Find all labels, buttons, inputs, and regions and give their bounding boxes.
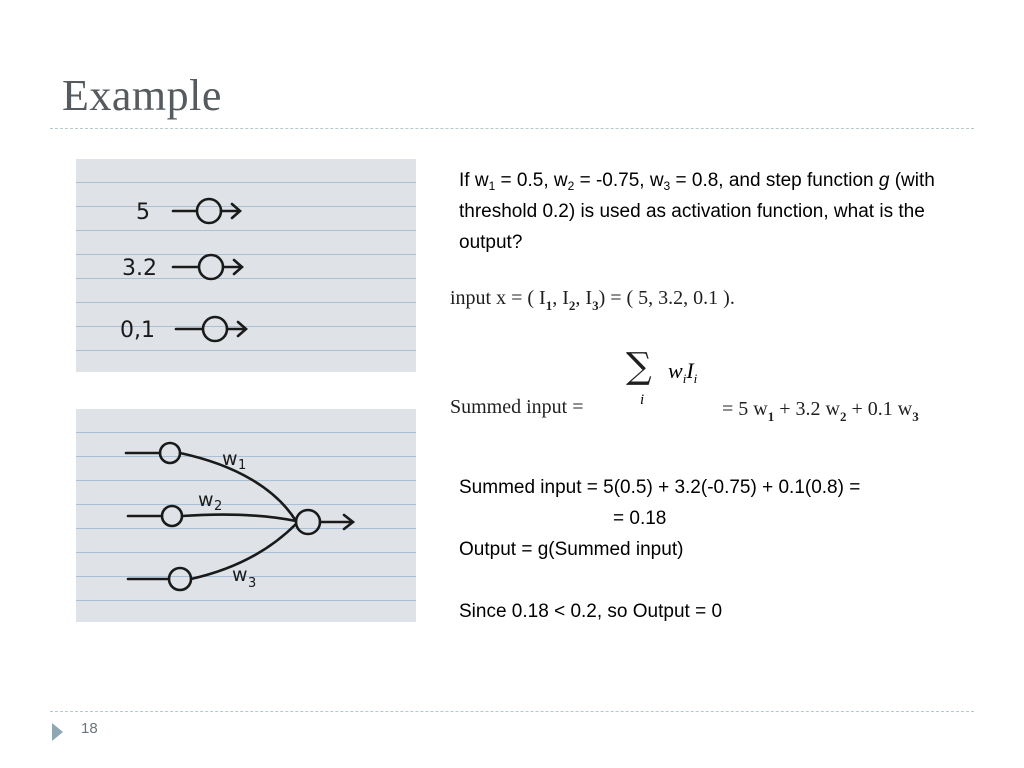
- input-vector-formula: input x = ( $I_1$, $I_2$, $I_3$) = ( 5, 3.2, 0.1 ).: [450, 287, 735, 313]
- footer-divider: [50, 711, 974, 712]
- weight-label: w: [198, 489, 214, 511]
- input-neurons-sketch: [76, 159, 416, 372]
- summed-input-label: Summed input =: [450, 396, 584, 418]
- weight-subscript: 2: [214, 499, 223, 514]
- sigma-symbol: ∑: [626, 346, 652, 387]
- network-sketch: [76, 409, 416, 622]
- sigma-index: i: [640, 392, 645, 408]
- weight-subscript: 3: [248, 576, 257, 591]
- calc-line: Output = g(Summed input): [459, 539, 684, 560]
- weight-label: w: [222, 448, 238, 470]
- page-number: 18: [81, 720, 98, 737]
- sketch-input-label: 5: [136, 200, 150, 225]
- calc-line: Since 0.18 < 0.2, so Output = 0: [459, 601, 723, 622]
- sketch-input-label: 3.2: [122, 256, 157, 281]
- slide-title: Example: [62, 71, 222, 120]
- calculation-text: [459, 472, 999, 627]
- question-text: If $w_1 = 0.5$, $w_2 = -0.75$, $w_3 = 0.8$, and step function g (with threshold 0.2) is used as activation function, what is the output?: [459, 170, 935, 253]
- summation-formula: [624, 346, 734, 422]
- summed-input-expansion: = 5 $w_1 + 3.2$ $w_2 + 0.1$ $w_3$: [722, 398, 919, 424]
- triangle-bullet-icon: [52, 723, 63, 741]
- sketch-input-label: 0,1: [120, 318, 155, 343]
- title-divider: [50, 128, 974, 129]
- weight-subscript: 1: [238, 458, 247, 473]
- calc-line: Summed input = 5(0.5) + 3.2(-0.75) + 0.1(0.8) =: [459, 477, 861, 498]
- calc-blank-line: [459, 565, 999, 596]
- calc-line: = 0.18: [613, 508, 667, 529]
- weight-label: w: [232, 564, 248, 586]
- sigma-term: $w_iI_i$: [668, 358, 698, 386]
